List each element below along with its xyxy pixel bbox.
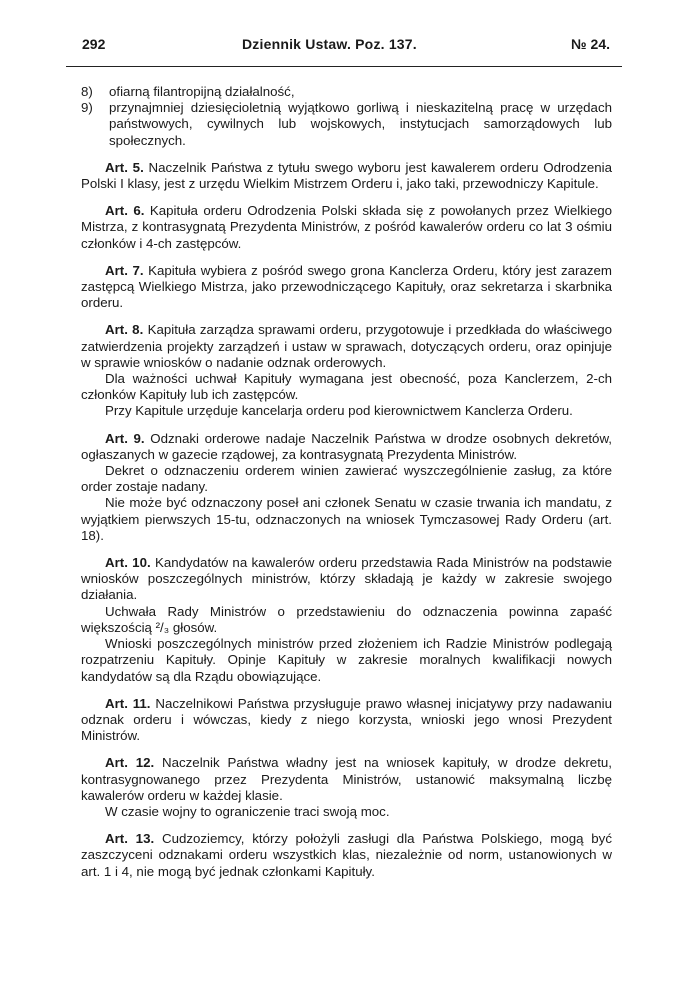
article-text: Naczelnik Państwa władny jest na wniosek kapituły, w drodze dekretu, kontrasygnowanego przez Prezydenta Ministrów, ustanowić maksymalną liczbę kawalerów orderu w każdej klasie.: [81, 755, 612, 803]
article-5: [81, 160, 612, 192]
header-rule: [66, 66, 622, 67]
article-label: Art. 6.: [105, 203, 145, 219]
article-paragraph: Uchwała Rady Ministrów o przedstawieniu do odznaczenia powinna zapaść większością ²/₃ głosów.: [81, 603, 612, 635]
article-7: [81, 263, 612, 312]
journal-title: Dziennik Ustaw. Poz. 137.: [242, 36, 417, 52]
article-label: Art. 10.: [105, 555, 151, 571]
article-text: Kapituła zarządza sprawami orderu, przygotowuje i przedkłada do właściwego zatwierdzenia projekty zarządzeń i ustaw w sprawach, dotyczących orderu, oraz opinjuje w sprawie wniosków o nadanie odznak orderowych.: [81, 322, 613, 370]
article-label: Art. 9.: [105, 430, 145, 446]
article-9: [81, 431, 612, 463]
page-number: 292: [82, 36, 106, 52]
article-6: [81, 203, 612, 252]
list-item-text: ofiarną filantropijną działalność,: [109, 84, 295, 99]
article-paragraph: Wnioski poszczególnych ministrów przed złożeniem ich Radzie Ministrów podlegają rozpatrzeniu Kapituły. Opinje Kapituły w zakresie moralnych kwalifikacji nowych kandydatów są dla Rządu obowiązujące.: [81, 636, 612, 684]
article-11: [81, 696, 612, 745]
article-13: [81, 831, 612, 880]
article-paragraph: Dla ważności uchwał Kapituły wymagana jest obecność, poza Kanclerzem, 2-ch członków Kapituły lub ich zastępców.: [81, 371, 612, 403]
article-paragraph: Dekret o odznaczeniu orderem winien zawierać wyszczególnienie zasług, za które order zostaje nadany.: [81, 463, 612, 495]
list-item-text: przynajmniej dziesięcioletnią wyjątkowo gorliwą i nieskazitelną pracę w urzędach państwowych, cywilnych lub wojskowych, instytucjach samorządowych lub społecznych.: [109, 100, 612, 148]
article-paragraph: Nie może być odznaczony poseł ani członek Senatu w czasie trwania ich mandatu, z wyjątkiem pierwszych 15-tu, odznaczonych na wniosek Tymczasowej Rady Orderu (art. 18).: [81, 495, 612, 543]
list-item: [81, 84, 612, 100]
article-text: Kapituła wybiera z pośród swego grona Kanclerza Orderu, który jest zarazem zastępcą Wielkiego Mistrza, jako przewodniczącego Kapituły, oraz sekretarza i skarbnika orderu.: [81, 262, 612, 311]
article-text: Naczelnik Państwa z tytułu swego wyboru jest kawalerem orderu Odrodzenia Polski I klasy, jest z urzędu Wielkim Mistrzem Orderu i, jako taki, przewodniczy Kapitule.: [81, 159, 612, 192]
article-label: Art. 8.: [105, 322, 144, 338]
article-paragraph: W czasie wojny to ograniczenie traci swoją moc.: [105, 803, 390, 819]
list-item-number: 9): [81, 100, 93, 116]
article-text: Odznaki orderowe nadaje Naczelnik Państwa w drodze osobnych dekretów, ogłaszanych w gazecie rządowej, za kontrasygnatą Prezydenta Ministrów.: [81, 430, 613, 462]
article-label: Art. 13.: [105, 831, 155, 847]
issue-number: № 24.: [571, 36, 610, 52]
article-10: [81, 555, 612, 604]
article-label: Art. 7.: [105, 262, 144, 278]
article-8: [81, 322, 612, 371]
article-text: Cudzoziemcy, którzy położyli zasługi dla Państwa Polskiego, mogą być zaszczyceni odznakami orderu wszystkich klas, niezależnie od norm, ustanowionych w art. 1 i 4, nie mogą być jednak członkami Kapituły.: [81, 831, 612, 879]
document-body: [81, 84, 612, 880]
page-header: [82, 36, 610, 56]
article-text: Naczelnikowi Państwa przysługuje prawo własnej inicjatywy przy nadawaniu odznak orderu i wówczas, kiedy z niego korzysta, wnioski jego wnosi Prezydent Ministrów.: [81, 695, 612, 744]
article-12: [81, 755, 612, 804]
list-item: [81, 100, 612, 149]
article-paragraph: Przy Kapitule urzęduje kancelarja orderu pod kierownictwem Kanclerza Orderu.: [105, 403, 573, 419]
article-text: Kandydatów na kawalerów orderu przedstawia Rada Ministrów na podstawie wniosków poszczególnych ministrów, którzy składają je każdy w zakresie swojego działania.: [81, 555, 612, 603]
article-label: Art. 12.: [105, 755, 155, 771]
article-text: Kapituła orderu Odrodzenia Polski składa się z powołanych przez Wielkiego Mistrza, z kontrasygnatą Prezydenta Ministrów, z pośród kawalerów orderu co lat 3 ośmiu członków i 4-ch zastępców.: [81, 203, 613, 251]
list-item-number: 8): [81, 84, 93, 99]
article-label: Art. 5.: [105, 159, 144, 175]
article-label: Art. 11.: [105, 695, 151, 711]
